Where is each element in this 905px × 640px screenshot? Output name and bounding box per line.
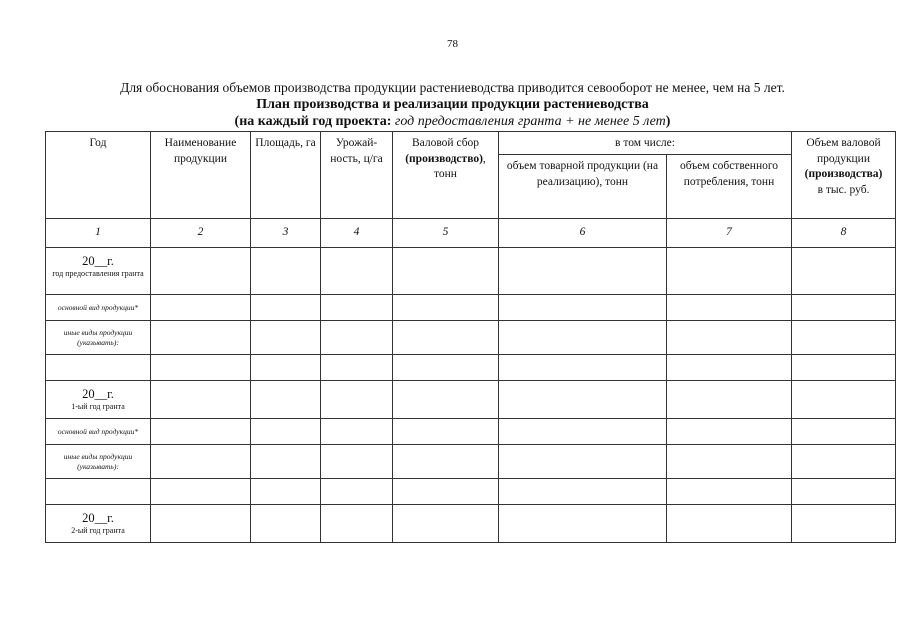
intro-text: Для обоснования объемов производства продукции растениеводства приводится севооборот не менее, чем на 5 лет.: [120, 80, 785, 95]
year-label: 2-ый год гранта: [71, 526, 125, 535]
header-gross-value: Объем валовой продукции (производства) в тыс. руб.: [792, 132, 896, 219]
header-own-consumption: объем собственного потребления, тонн: [667, 155, 792, 219]
year-cell: [46, 248, 151, 295]
table-row: [46, 295, 896, 321]
main-product-label: основной вид продукции*: [46, 295, 151, 321]
production-plan-table: [45, 131, 896, 543]
column-number: 8: [792, 219, 896, 248]
table-row: [46, 381, 896, 419]
header-area: Площадь, га: [251, 132, 321, 219]
header-including: в том числе:: [499, 132, 792, 155]
header-commodity-volume: объем товарной продукции (на реализацию), тонн: [499, 155, 667, 219]
column-number: 7: [667, 219, 792, 248]
column-number: 6: [499, 219, 667, 248]
column-number: 2: [151, 219, 251, 248]
table-row: [46, 445, 896, 479]
table-row: [46, 321, 896, 355]
page-title: План производства и реализации продукции растениеводства: [256, 97, 649, 112]
table-row: [46, 419, 896, 445]
column-number: 1: [46, 219, 151, 248]
column-number: 4: [321, 219, 393, 248]
year-label: год предоставления гранта: [52, 269, 144, 278]
column-numbers-row: [46, 219, 896, 248]
table-row: [46, 505, 896, 543]
other-products-label: иные виды продукции (указывать):: [46, 321, 151, 355]
year-label: 1-ый год гранта: [71, 402, 125, 411]
year-cell: [46, 505, 151, 543]
column-number: 5: [393, 219, 499, 248]
table-row: [46, 248, 896, 295]
other-products-label: иные виды продукции (указывать):: [46, 445, 151, 479]
page-subtitle: (на каждый год проекта: год предоставления гранта + не менее 5 лет): [234, 114, 671, 129]
year-value: 20__г.: [82, 254, 114, 268]
table-row: [46, 355, 896, 381]
year-value: 20__г.: [82, 387, 114, 401]
main-product-label: основной вид продукции*: [46, 419, 151, 445]
page-number: 78: [447, 38, 458, 50]
header-year: Год: [46, 132, 151, 219]
header-product: Наименование продукции: [151, 132, 251, 219]
column-number: 3: [251, 219, 321, 248]
table-row: [46, 479, 896, 505]
header-yield: Урожай-ность, ц/га: [321, 132, 393, 219]
header-gross-harvest: Валовой сбор (производство), тонн: [393, 132, 499, 219]
year-cell: [46, 381, 151, 419]
year-value: 20__г.: [82, 511, 114, 525]
